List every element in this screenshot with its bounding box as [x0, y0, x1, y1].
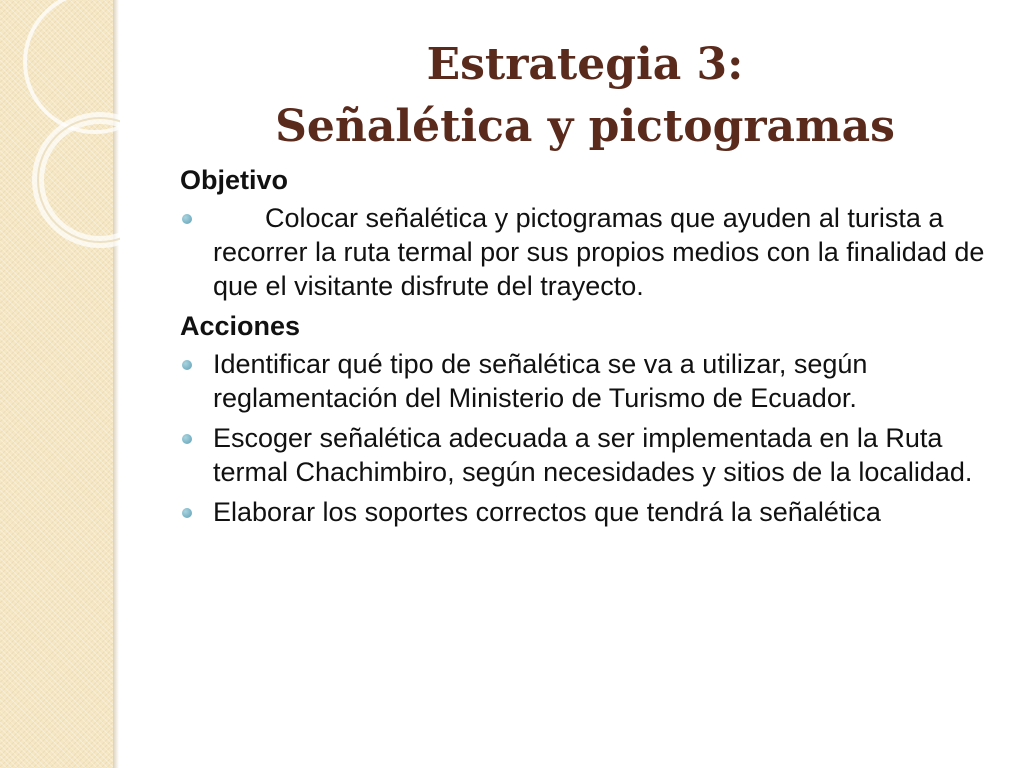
- decorative-rings-icon: [0, 0, 120, 260]
- title-line-2: Señalética y pictogramas: [275, 101, 895, 152]
- bullet-dot-icon: [182, 360, 192, 370]
- objetivo-text: Colocar señalética y pictogramas que ayuden al turista a recorrer la ruta termal por sus propios medios con la finalidad de que el visitante disfrute del trayecto.: [213, 203, 985, 301]
- bullet-dot-icon: [182, 508, 192, 518]
- list-item: [180, 347, 995, 415]
- acciones-heading: Acciones: [180, 311, 301, 341]
- list-item: [180, 421, 995, 489]
- slide-body: [180, 163, 995, 535]
- accion-text: Escoger señalética adecuada a ser implementada en la Ruta termal Chachimbiro, según necesidades y sitios de la localidad.: [213, 423, 973, 487]
- list-item: [180, 495, 995, 529]
- objetivo-list: [180, 201, 995, 303]
- accion-text: Elaborar los soportes correctos que tendrá la señalética: [213, 497, 881, 527]
- title-line-1: Estrategia 3:: [426, 39, 744, 90]
- slide-title: [150, 34, 1020, 158]
- acciones-list: [180, 347, 995, 529]
- list-item: [180, 201, 995, 303]
- objetivo-heading: Objetivo: [180, 165, 289, 195]
- bullet-dot-icon: [182, 434, 192, 444]
- accion-text: Identificar qué tipo de señalética se va a utilizar, según reglamentación del Ministerio de Turismo de Ecuador.: [213, 349, 868, 413]
- bullet-dot-icon: [182, 214, 192, 224]
